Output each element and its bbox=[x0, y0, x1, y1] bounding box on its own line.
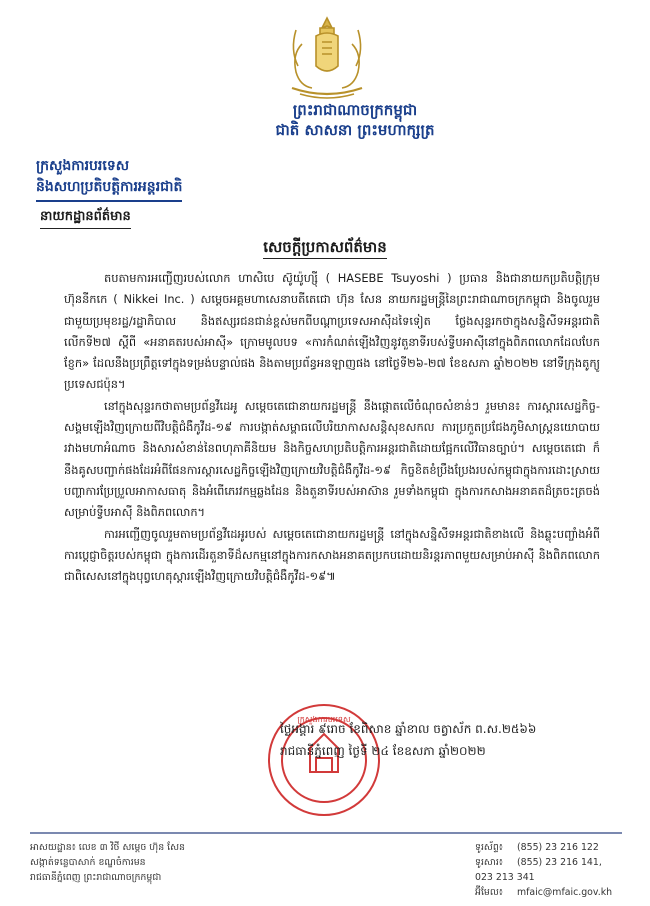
address-line-1: អាសយដ្ឋាន៖ លេខ ៣ វិថី សម្ដេច ហ៊ុន សែន bbox=[30, 842, 185, 853]
email-label: អ៊ីមែល៖ bbox=[475, 887, 503, 898]
footer-contacts bbox=[475, 840, 622, 900]
ministry-line-2: និងសហប្រតិបត្តិការអន្តរជាតិ bbox=[36, 177, 182, 202]
document-title-wrap bbox=[0, 238, 650, 260]
document-body bbox=[64, 268, 600, 587]
seal-label: ក្រសួងការបរទេស bbox=[297, 715, 351, 724]
paragraph-2: នៅក្នុងសុន្ទរកថាតាមប្រព័ន្ធវីដេអូ សម្ដេចតេជោនាយករដ្ឋមន្ត្រី នឹងផ្ដោតលើចំណុចសំខាន់ៗ រួមមាន៖ ការស្ដារសេដ្ឋកិច្ច-សង្គមឡើងវិញក្រោយពីវិបត្តិជំងឺកូវីដ-១៩ ការបង្កាត់សម្ពាធលើបរិយាកាសសន្តិសុខសកល ការប្រកួតប្រជែងភូមិសាស្ត្រនយោបាយរវាងមហាអំណាច និងសារសំខាន់នៃពហុភាគីនិយម និងកិច្ចសហប្រតិបត្តិការអន្តរជាតិដោយផ្អែកលើវិធានច្បាប់។ សម្ដេចតេជោ ក៏នឹងគូសបញ្ជាក់ផងដែរអំពីផែនការស្ដារសេដ្ឋកិច្ចឡើងវិញក្រោយវិបត្តិជំងឺកូវីដ-១៩ កិច្ចខិតខំប្រឹងប្រែងរបស់កម្ពុជាក្នុងការដោះស្រាយបញ្ហាការប្រែប្រួលអាកាសធាតុ និងអំពើភេរវកម្មឆ្លងដែន និងតួនាទីរបស់អាស៊ាន រួមទាំងកម្ពុជា ក្នុងការកសាងអនាគតដ៏ត្រចះត្រចង់សម្រាប់ទ្វីបអាស៊ី និងពិភពលោក។ bbox=[64, 398, 600, 520]
phone-label: ទូរស័ព្ទ៖ bbox=[475, 842, 503, 853]
fax-number: (855) 23 216 141, 023 213 341 bbox=[475, 857, 602, 883]
email-address[interactable]: mfaic@mfaic.gov.kh bbox=[517, 887, 613, 898]
kingdom-heading bbox=[250, 100, 460, 140]
royal-coat-of-arms-icon bbox=[272, 14, 382, 102]
fax-label: ទូរសារ៖ bbox=[475, 857, 503, 868]
national-motto: ជាតិ សាសនា ព្រះមហាក្សត្រ bbox=[275, 121, 435, 139]
date-block bbox=[280, 718, 536, 762]
phone-number: (855) 23 216 122 bbox=[517, 842, 599, 853]
date-lunar: ថ្ងៃអង្គារ ៩រោច ខែពិសាខ ឆ្នាំខាល ចត្វាស័ក ព.ស.២៥៦៦ bbox=[280, 722, 537, 736]
date-solar: រាជធានីភ្នំពេញ ថ្ងៃទី ២៤ ខែឧសភា ឆ្នាំ២០២២ bbox=[280, 744, 486, 758]
address-line-3: រាជធានីភ្នំពេញ ព្រះរាជាណាចក្រកម្ពុជា bbox=[30, 872, 162, 883]
ministry-heading bbox=[36, 156, 182, 202]
paragraph-1: តបតាមការអញ្ជើញរបស់លោក ហាសិបេ ស៊ូយ៉ូហ្ស៊ី ( HASEBE Tsuyoshi ) ប្រធាន និងជានាយកប្រតិបត្តិក្រុមហ៊ុននីកកេ ( Nikkei Inc. ) សម្ដេចអគ្គមហាសេនាបតីតេជោ ហ៊ុន សែន នាយករដ្ឋមន្ត្រីនៃព្រះរាជាណាចក្រកម្ពុជា និងចូលរួមជាមួយប្រមុខរដ្ឋ/រដ្ឋាភិបាល និងឥស្សរជនជាន់ខ្ពស់មកពីបណ្ដាប្រទេសអាស៊ីដទៃទៀត ថ្លែងសុន្ទរកថាក្នុងសន្និសីទអន្តរជាតិលើកទី២៧ ស្ដីពី «អនាគតរបស់អាស៊ី» ក្រោមមូលបទ «ការកំណត់ឡើងវិញនូវតួនាទីរបស់ទ្វីបអាស៊ីនៅក្នុងពិភពលោកដែលបែកខ្ញែក» ដែលនឹងប្រព្រឹត្តទៅក្នុងទម្រង់បន្ទាល់ផង និងតាមប្រព័ន្ធអនឡាញផង នៅថ្ងៃទី២៦-២៧ ខែឧសភា ឆ្នាំ២០២២ នៅទីក្រុងតូក្យូ ប្រទេសជប៉ុន។ bbox=[64, 271, 600, 392]
footer-address bbox=[30, 840, 185, 885]
ministry-line-1: ក្រសួងការបរទេស bbox=[36, 158, 130, 174]
address-line-2: សង្កាត់ទន្លេបាសាក់ ខណ្ឌចំការមន bbox=[30, 857, 146, 868]
footer bbox=[30, 832, 622, 898]
paragraph-3: ការអញ្ជើញចូលរួមតាមប្រព័ន្ធវីដេអូរបស់ សម្ដេចតេជោនាយករដ្ឋមន្ត្រី នៅក្នុងសន្និសីទអន្តរជាតិខាងលើ និងឆ្លុះបញ្ចាំងអំពីការប្ដេជ្ញាចិត្តរបស់កម្ពុជា ក្នុងការដើរតួនាទីដ៏សកម្មនៅក្នុងការកសាងអនាគតប្រកបដោយនិរន្តរភាពមួយសម្រាប់អាស៊ី និងពិភពលោក ជាពិសេសនៅក្នុងបុព្វហេតុស្ដារឡើងវិញក្រោយវិបត្តិជំងឺកូវីដ-១៩៕ bbox=[64, 526, 600, 584]
kingdom-name: ព្រះរាជាណាចក្រកម្ពុជា bbox=[292, 101, 418, 119]
document-title: សេចក្ដីប្រកាសព័ត៌មាន bbox=[263, 238, 387, 259]
department-name: នាយកដ្ឋានព័ត៌មាន bbox=[40, 208, 131, 229]
